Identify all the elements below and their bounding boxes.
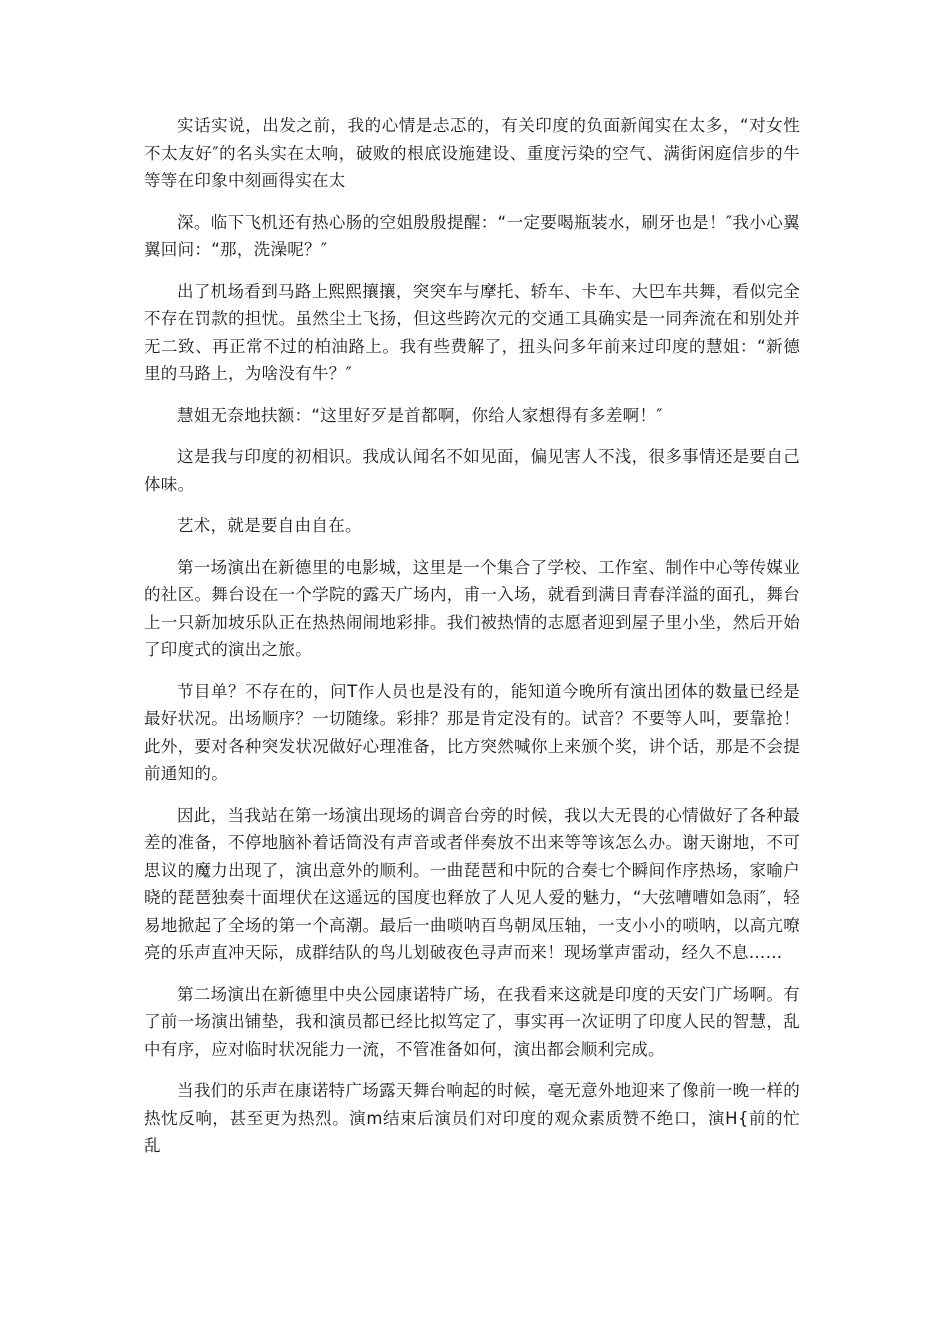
paragraph-1: 实话实说，出发之前，我的心情是忐忑的，有关印度的负面新闻实在太多，“对女性不太友好″的名头实在太响，破败的根底设施建设、重度污染的空气、满街闲庭信步的牛等等在印象中刻画得实在太 [144,116,800,190]
paragraph-11: 当我们的乐声在康诺特广场露天舞台响起的时候，毫无意外地迎来了像前一晚一样的热忱反响，甚至更为热烈。演m结束后演员们对印度的观众素质赞不绝口，演H{前的忙乱 [144,1081,800,1155]
paragraph-3: 出了机场看到马路上熙熙攘攘，突突车与摩托、轿车、卡车、大巴车共舞，看似完全不存在罚款的担忧。虽然尘土飞扬，但这些跨次元的交通工具确实是一同奔流在和别处并无二致、再正常不过的柏油路上。我有些费解了，扭头问多年前来过印度的慧姐：“新德里的马路上，为啥没有牛？″ [144,281,800,383]
paragraph-5: 这是我与印度的初相识。我成认闻名不如见面，偏见害人不浅，很多事情还是要自己体味。 [144,447,800,494]
paragraph-2: 深。临下飞机还有热心肠的空姐殷殷提醒：“一定要喝瓶装水，刷牙也是！″我小心翼翼回问：“那，洗澡呢？″ [144,212,800,259]
paragraph-10: 第二场演出在新德里中央公园康诺特广场，在我看来这就是印度的天安门广场啊。有了前一场演出铺垫，我和演员都已经比拟笃定了，事实再一次证明了印度人民的智慧，乱中有序，应对临时状况能力一流，不管准备如何，演出都会顺利完成。 [144,984,800,1059]
article-body [144,112,800,1174]
paragraph-6: 艺术，就是要自由自在。 [177,516,362,535]
paragraph-4: 慧姐无奈地扶额：“这里好歹是首都啊，你给人家想得有多差啊！″ [177,405,663,425]
paragraph-7: 第一场演出在新德里的电影城，这里是一个集合了学校、工作室、制作中心等传媒业的社区。舞台设在一个学院的露天广场内，甫一入场，就看到满目青春洋溢的面孔，舞台上一只新加坡乐队正在热热闹闹地彩排。我们被热情的志愿者迎到屋子里小坐，然后开始了印度式的演出之旅。 [144,557,800,659]
paragraph-8: 节目单？不存在的，问T作人员也是没有的，能知道今晚所有演出团体的数量已经是最好状况。出场顺序？一切随缘。彩排？那是肯定没有的。试音？不要等人叫，要靠抢！此外，要对各种突发状况做好心理准备，比方突然喊你上来颁个奖，讲个话，那是不会提前通知的。 [144,681,800,783]
paragraph-9: 因此，当我站在第一场演出现场的调音台旁的时候，我以大无畏的心情做好了各种最差的准备，不停地脑补着话筒没有声音或者伴奏放不出来等等该怎么办。谢天谢地，不可思议的魔力出现了，演出意外的顺利。一曲琵琶和中阮的合奏七个瞬间作序热场，家喻户晓的琵琶独奏十面埋伏在这遥远的国度也释放了人见人爱的魅力，“大弦嘈嘈如急雨″，轻易地掀起了全场的第一个高潮。最后一曲唢呐百鸟朝凤压轴，一支小小的唢呐，以高亢嘹亮的乐声直冲天际，成群结队的鸟儿划破夜色寻声而来！现场掌声雷动，经久不息…… [144,805,800,962]
